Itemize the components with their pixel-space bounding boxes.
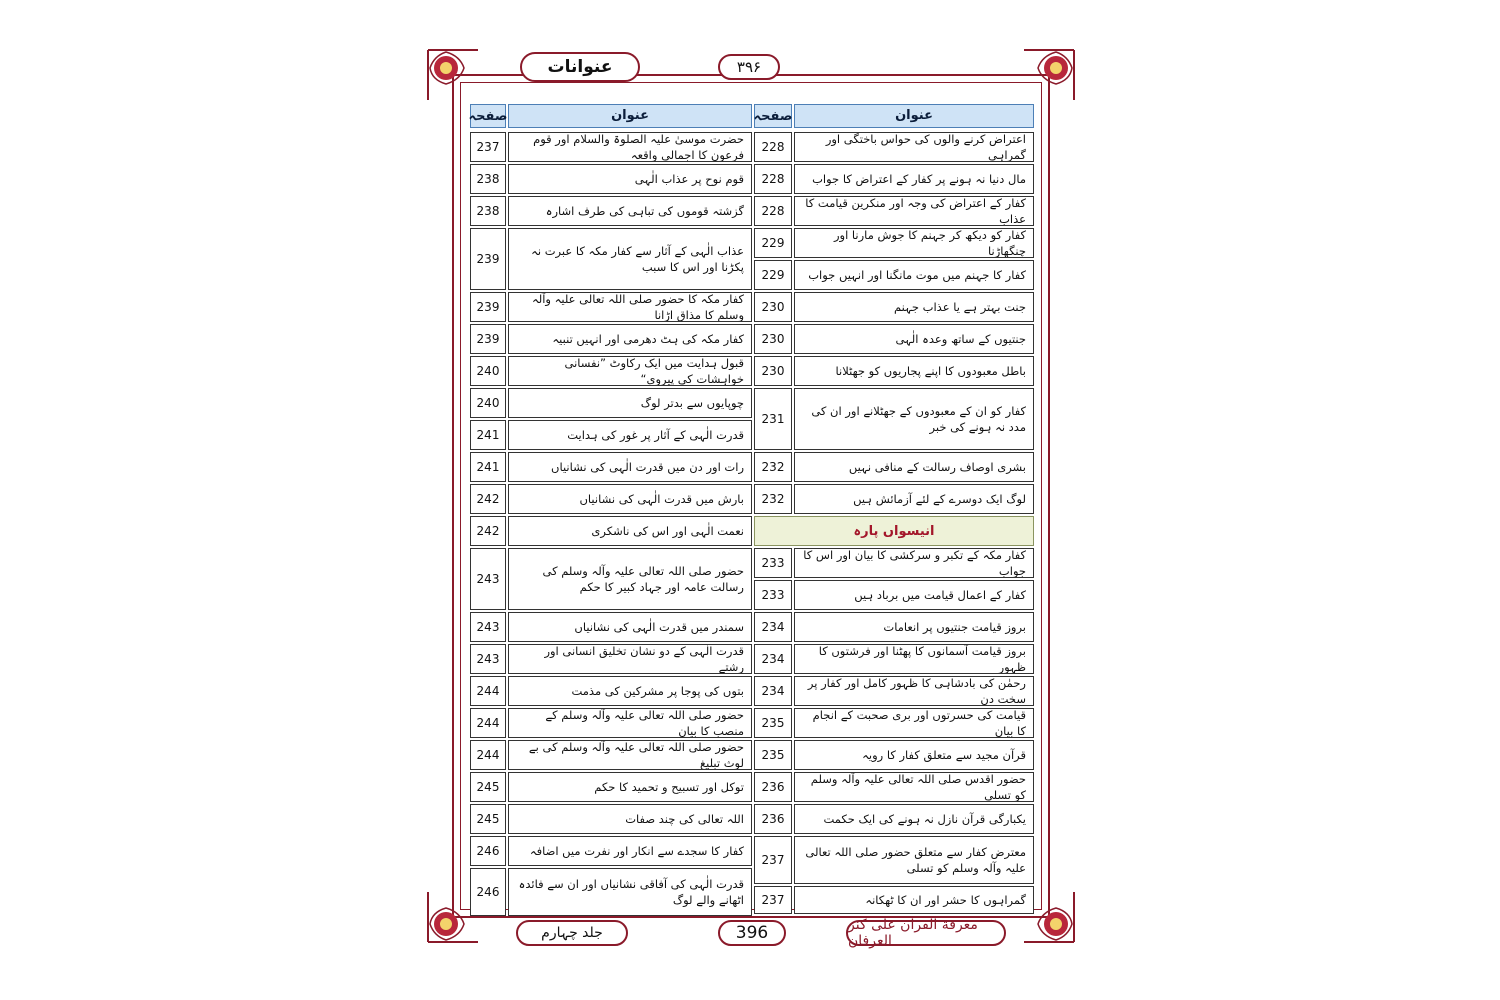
title-cell: قدرت الٰہی کے آثار پر غور کی ہدایت <box>508 420 752 450</box>
page-number-cell: 238 <box>470 164 506 194</box>
juz-heading: انیسواں پارہ <box>754 516 1034 546</box>
title-cell: لوگ ایک دوسرے کے لئے آزمائش ہیں <box>794 484 1034 514</box>
table-row <box>470 292 752 322</box>
table-row <box>754 772 1034 802</box>
title-cell: کفار کا جہنم میں موت مانگنا اور انہیں جواب <box>794 260 1034 290</box>
table-header-row <box>470 104 752 128</box>
table-row <box>470 324 752 354</box>
page-number-cell: 245 <box>470 772 506 802</box>
title-cell: توکل اور تسبیح و تحمید کا حکم <box>508 772 752 802</box>
page-number-cell: 235 <box>754 708 792 738</box>
table-row <box>754 676 1034 706</box>
table-row <box>754 580 1034 610</box>
page-number-cell: 237 <box>470 132 506 162</box>
page-number-cell: 242 <box>470 516 506 546</box>
title-cell: حضور اقدس صلی اللہ تعالی علیہ وآلہ وسلم کو تسلی <box>794 772 1034 802</box>
table-row <box>754 324 1034 354</box>
page-number-cell: 231 <box>754 388 792 450</box>
title-cell: کفار مکہ کا حضور صلی اللہ تعالی علیہ وآلہ وسلم کا مذاق اڑانا <box>508 292 752 322</box>
page-number-cell: 244 <box>470 676 506 706</box>
title-cell: اللہ تعالی کی چند صفات <box>508 804 752 834</box>
table-row <box>470 452 752 482</box>
corner-ornament-icon <box>424 46 482 104</box>
page-number-cell: 228 <box>754 196 792 226</box>
page-number-cell: 232 <box>754 484 792 514</box>
page-number-cell: 237 <box>754 886 792 914</box>
page-number-cell: 236 <box>754 804 792 834</box>
title-cell: چوپایوں سے بدتر لوگ <box>508 388 752 418</box>
page-number-cell: 233 <box>754 580 792 610</box>
table-row <box>470 420 752 450</box>
table-row <box>754 228 1034 258</box>
table-row <box>470 484 752 514</box>
page-number-cell: 240 <box>470 388 506 418</box>
table-row <box>754 356 1034 386</box>
page-number-cell: 234 <box>754 676 792 706</box>
volume-label: جلد چہارم <box>516 920 628 946</box>
title-cell: کفار کے اعتراض کی وجہ اور منکرین قیامت کا عذاب <box>794 196 1034 226</box>
page-number-cell: 228 <box>754 164 792 194</box>
table-row <box>470 516 752 546</box>
title-cell: مال دنیا نہ ہونے پر کفار کے اعتراض کا جواب <box>794 164 1034 194</box>
table-row <box>754 388 1034 450</box>
table-row <box>754 132 1034 162</box>
corner-ornament-icon <box>1020 46 1078 104</box>
page-number-cell: 239 <box>470 228 506 290</box>
title-cell: بتوں کی پوجا پر مشرکین کی مذمت <box>508 676 752 706</box>
table-row <box>754 708 1034 738</box>
page-number-cell: 240 <box>470 356 506 386</box>
title-cell: بروز قیامت جنتیوں پر انعامات <box>794 612 1034 642</box>
contents-table-left <box>468 104 752 907</box>
page-number-cell: 244 <box>470 708 506 738</box>
table-row <box>470 708 752 738</box>
page-number-cell: 236 <box>754 772 792 802</box>
page-column-header: صفحہ <box>754 104 792 128</box>
page-number-cell: 238 <box>470 196 506 226</box>
table-row <box>470 772 752 802</box>
table-row <box>754 292 1034 322</box>
title-cell: معترض کفار سے متعلق حضور صلی اللہ تعالی علیہ وآلہ وسلم کو تسلی <box>794 836 1034 884</box>
page-number-cell: 245 <box>470 804 506 834</box>
title-cell: گمراہوں کا حشر اور ان کا ٹھکانہ <box>794 886 1034 914</box>
page-number-cell: 241 <box>470 420 506 450</box>
title-cell: اعتراض کرنے والوں کی حواس باختگی اور گمراہی <box>794 132 1034 162</box>
page-number-cell: 234 <box>754 612 792 642</box>
table-row <box>470 868 752 916</box>
title-column-header: عنوان <box>794 104 1034 128</box>
title-cell: قرآن مجید سے متعلق کفار کا رویہ <box>794 740 1034 770</box>
title-cell: حضرت موسیٰ علیہ الصلوۃ والسلام اور قوم فرعون کا اجمالی واقعہ <box>508 132 752 162</box>
page-number-cell: 246 <box>470 836 506 866</box>
table-row <box>470 612 752 642</box>
title-cell: حضور صلی اللہ تعالی علیہ وآلہ وسلم کی رسالت عامہ اور جہاد کبیر کا حکم <box>508 548 752 610</box>
table-row <box>470 548 752 610</box>
table-row <box>470 164 752 194</box>
title-cell: کفار کا سجدے سے انکار اور نفرت میں اضافہ <box>508 836 752 866</box>
book-page <box>424 46 1078 949</box>
title-cell: قدرت الٰہی کی آفاقی نشانیاں اور ان سے فائدہ اٹھانے والے لوگ <box>508 868 752 916</box>
page-number-cell: 244 <box>470 740 506 770</box>
page-number-cell: 232 <box>754 452 792 482</box>
contents-table-right <box>753 104 1034 907</box>
table-row <box>754 886 1034 914</box>
page-number-cell: 243 <box>470 548 506 610</box>
table-row <box>470 388 752 418</box>
page-number-cell: 239 <box>470 324 506 354</box>
page-number-cell: 241 <box>470 452 506 482</box>
title-cell: عذاب الٰہی کے آثار سے کفار مکہ کا عبرت نہ پکڑنا اور اس کا سبب <box>508 228 752 290</box>
page-number-cell: 243 <box>470 612 506 642</box>
table-row <box>470 196 752 226</box>
page-column-header: صفحہ <box>470 104 506 128</box>
table-row <box>754 452 1034 482</box>
title-cell: حضور صلی اللہ تعالی علیہ وآلہ وسلم کے منصب کا بیان <box>508 708 752 738</box>
table-row <box>470 228 752 290</box>
title-cell: باطل معبودوں کا اپنے پجاریوں کو جھٹلانا <box>794 356 1034 386</box>
title-cell: بشری اوصاف رسالت کے منافی نہیں <box>794 452 1034 482</box>
table-row <box>470 836 752 866</box>
page-number-cell: 237 <box>754 836 792 884</box>
title-cell: قوم نوح پر عذاب الٰہی <box>508 164 752 194</box>
title-cell: یکبارگی قرآن نازل نہ ہونے کی ایک حکمت <box>794 804 1034 834</box>
page-number-cell: 246 <box>470 868 506 916</box>
table-row <box>754 612 1034 642</box>
table-row <box>754 164 1034 194</box>
page-number-cell: 230 <box>754 356 792 386</box>
title-cell: قدرت الٰہی کے دو نشان تخلیق انسانی اور رشتے <box>508 644 752 674</box>
title-cell: نعمت الٰہی اور اس کی ناشکری <box>508 516 752 546</box>
table-row <box>470 740 752 770</box>
title-cell: جنت بہتر ہے یا عذاب جہنم <box>794 292 1034 322</box>
table-row <box>754 804 1034 834</box>
title-cell: جنتیوں کے ساتھ وعدہ الٰہی <box>794 324 1034 354</box>
title-cell: رات اور دن میں قدرت الٰہی کی نشانیاں <box>508 452 752 482</box>
table-row <box>470 644 752 674</box>
title-cell: حضور صلی اللہ تعالی علیہ وآلہ وسلم کی بے لوث تبلیغ <box>508 740 752 770</box>
page-number-cell: 229 <box>754 260 792 290</box>
page-number-cell: 230 <box>754 292 792 322</box>
table-row <box>754 196 1034 226</box>
title-cell: کفار کے اعمال قیامت میں برباد ہیں <box>794 580 1034 610</box>
title-cell: قیامت کی حسرتوں اور بری صحبت کے انجام کا بیان <box>794 708 1034 738</box>
table-row <box>754 484 1034 514</box>
table-header-row <box>754 104 1034 128</box>
title-cell: کفار کو دیکھ کر جہنم کا جوش مارنا اور چنگھاڑنا <box>794 228 1034 258</box>
header-page-number: ۳۹۶ <box>718 54 780 80</box>
page-number-cell: 235 <box>754 740 792 770</box>
table-row <box>754 740 1034 770</box>
table-row <box>754 548 1034 578</box>
page-number-cell: 228 <box>754 132 792 162</box>
title-cell: کفار مکہ کے تکبر و سرکشی کا بیان اور اس کا جواب <box>794 548 1034 578</box>
table-row <box>470 132 752 162</box>
title-cell: کفار مکہ کی ہٹ دھرمی اور انہیں تنبیہ <box>508 324 752 354</box>
footer-page-number: 396 <box>718 920 786 946</box>
title-cell: رحمٰن کی بادشاہی کا ظہور کامل اور کفار پر سخت دن <box>794 676 1034 706</box>
table-row <box>470 676 752 706</box>
book-title: معرفة القرآن علی کنز العرفان <box>846 920 1006 946</box>
table-row <box>470 804 752 834</box>
page-number-cell: 242 <box>470 484 506 514</box>
page-number-cell: 230 <box>754 324 792 354</box>
page-number-cell: 239 <box>470 292 506 322</box>
table-row <box>470 356 752 386</box>
table-row <box>754 644 1034 674</box>
title-cell: سمندر میں قدرت الٰہی کی نشانیاں <box>508 612 752 642</box>
title-cell: گزشتہ قوموں کی تباہی کی طرف اشارہ <box>508 196 752 226</box>
title-cell: قبول ہدایت میں ایک رکاوٹ ”نفسانی خواہشات کی پیروی“ <box>508 356 752 386</box>
page-number-cell: 234 <box>754 644 792 674</box>
page-number-cell: 233 <box>754 548 792 578</box>
page-number-cell: 229 <box>754 228 792 258</box>
table-row <box>754 260 1034 290</box>
table-row <box>754 836 1034 884</box>
page-number-cell: 243 <box>470 644 506 674</box>
title-cell: کفار کو ان کے معبودوں کے جھٹلانے اور ان کی مدد نہ ہونے کی خبر <box>794 388 1034 450</box>
title-cell: بارش میں قدرت الٰہی کی نشانیاں <box>508 484 752 514</box>
juz-heading-row <box>754 516 1034 546</box>
title-column-header: عنوان <box>508 104 752 128</box>
title-cell: بروز قیامت آسمانوں کا پھٹنا اور فرشتوں کا ظہور <box>794 644 1034 674</box>
section-title: عنوانات <box>520 52 640 82</box>
